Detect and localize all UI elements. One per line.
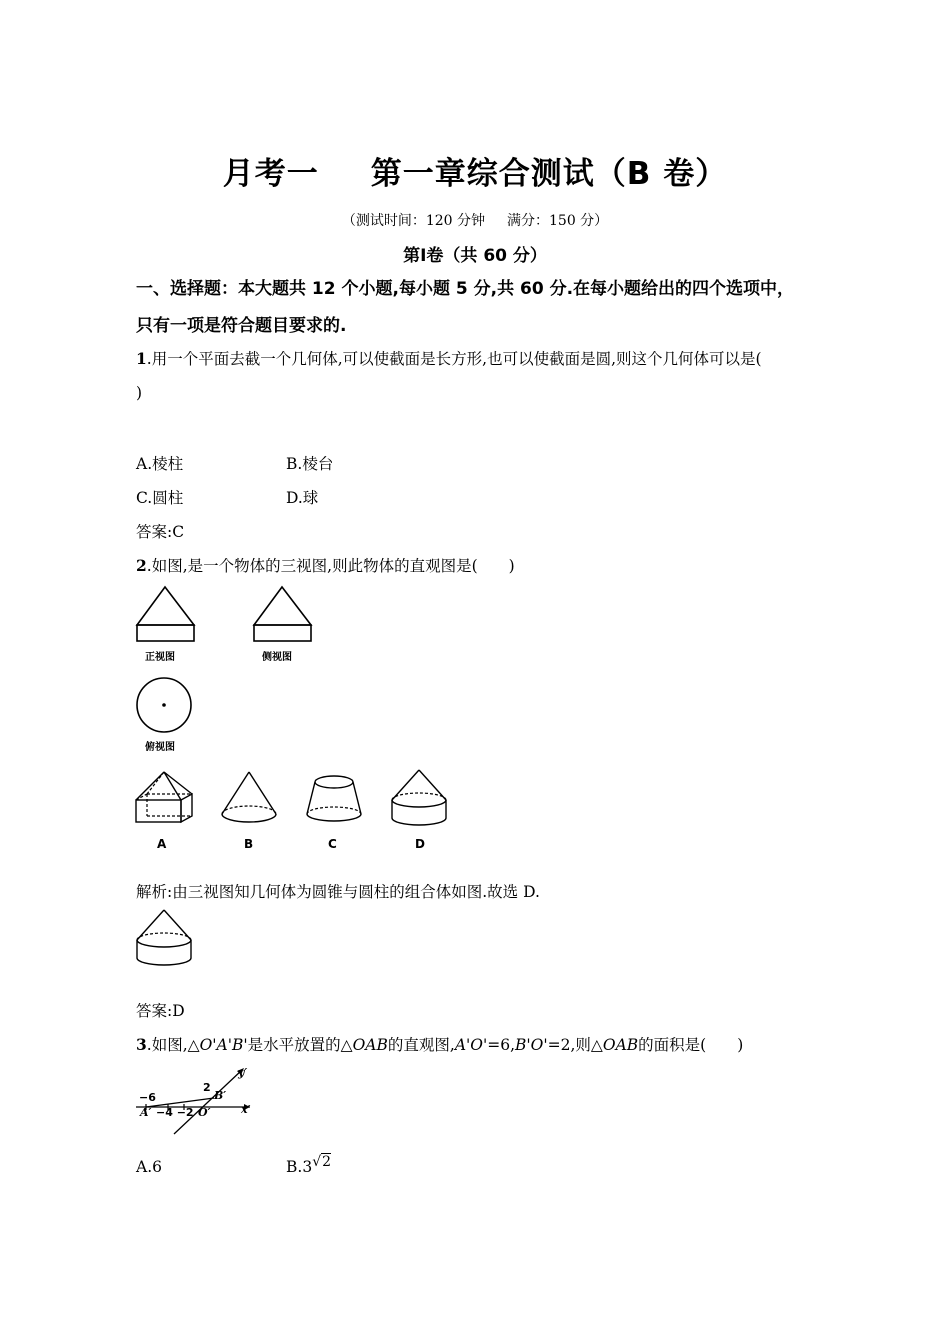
page-title [0,148,950,193]
question-text-1: .如图,△ [146,1036,200,1054]
question-2 [136,554,515,576]
question-number: 3 [136,1035,147,1054]
label-neg6: −6 [139,1091,156,1104]
choice-c-figure [305,770,363,826]
front-view-figure [136,585,196,643]
label-x-prime: x′ [241,1103,251,1116]
top-view-figure [135,676,193,734]
label-y-prime: y′ [238,1066,248,1079]
answer-1: 答案:C [136,523,185,541]
analysis-figure [134,908,194,968]
question-3 [136,1033,743,1055]
q3-option-b [286,1154,332,1176]
choice-a-label: A [157,837,167,851]
label-o-prime: O′ [198,1106,211,1119]
label-a-prime: A′ [140,1106,152,1119]
label-ticks: −4 −2 [156,1106,194,1119]
question-text-2: 是水平放置的△ [247,1036,353,1054]
option-d: D.球 [286,489,319,507]
question-text: .如图,是一个物体的三视图,则此物体的直观图是( ) [146,557,515,575]
option-b: B.棱台 [286,455,334,473]
sqrt-radicand: 2 [322,1154,332,1170]
title-part-2: 第一章综合测试（B 卷） [370,156,728,192]
option-a: A.棱柱 [136,455,184,473]
top-view-label: 俯视图 [145,742,175,753]
front-view-label: 正视图 [145,652,175,663]
label-b-prime: B′ [214,1089,227,1102]
full-score: 满分：150 分） [507,213,609,229]
choice-c-label: C [328,837,337,851]
question-number: 2 [136,556,147,575]
question-text-6: 的面积是( ) [638,1036,744,1054]
triangle-oab-prime: O'A'B' [199,1036,248,1054]
question-number: 1 [136,349,147,368]
choice-b-label: B [244,837,254,851]
sqrt-symbol: √ [312,1154,322,1170]
choice-d-label: D [415,837,425,851]
volume-heading: 第Ⅰ卷（共 60 分） [403,246,547,266]
side-view-label: 侧视图 [262,652,292,663]
time-limit: （测试时间：120 分钟 [341,213,485,229]
question-text-4: =6, [487,1036,516,1054]
q3-option-a: A.6 [136,1158,162,1176]
triangle-oab: OAB [352,1036,388,1054]
section-instructions-line-1: 一、选择题：本大题共 12 个小题,每小题 5 分,共 60 分.在每小题给出的四个选项中， [136,279,795,299]
question-text: .用一个平面去截一个几何体,可以使截面是长方形,也可以使截面是圆,则这个几何体可以是( [146,350,762,368]
choice-d-figure [389,768,449,828]
triangle-oab-2: OAB [602,1036,639,1054]
analysis-2: 解析:由三视图知几何体为圆锥与圆柱的组合体如图.故选 D. [136,883,540,901]
answer-2: 答案:D [136,1002,185,1020]
side-view-figure [253,585,313,643]
exam-info [0,210,950,230]
question-1-close-paren: ) [136,384,143,402]
choice-b-figure [219,770,279,826]
section-instructions-line-2: 只有一项是符合题目要求的. [136,316,347,336]
question-text-3: 的直观图, [387,1036,455,1054]
q3-option-b-prefix: B.3 [286,1158,313,1176]
question-text-5: =2,则△ [547,1036,603,1054]
label-two: 2 [203,1081,211,1094]
segment-bo: B'O' [515,1036,548,1054]
question-1 [136,347,762,369]
option-c: C.圆柱 [136,489,184,507]
title-part-1: 月考一 [222,156,319,192]
segment-ao: A'O' [454,1036,488,1054]
choice-a-figure [135,770,195,826]
